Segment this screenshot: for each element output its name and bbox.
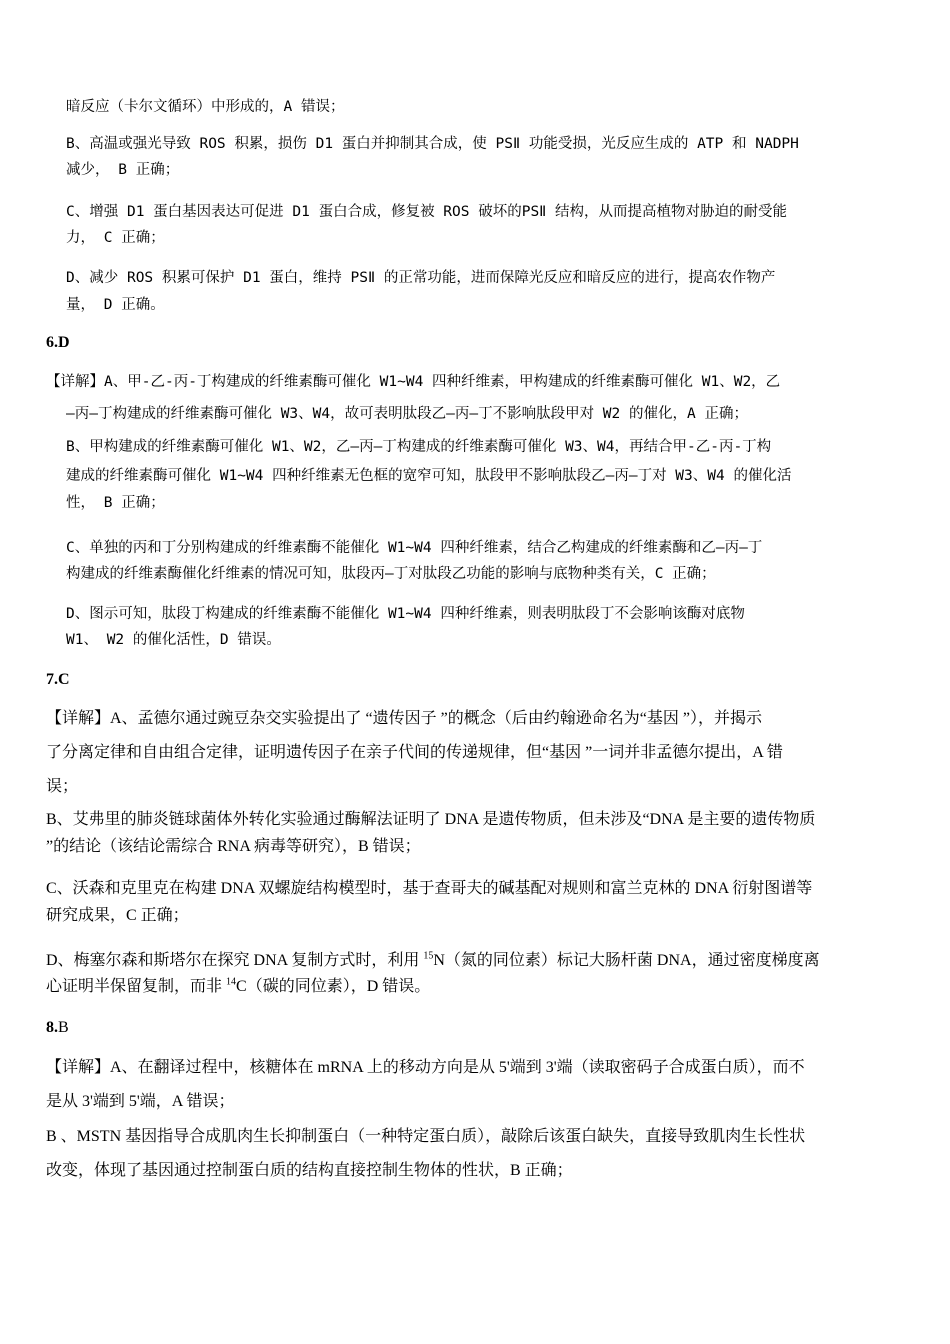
- q7-option-b-line2: ”的结论（该结论需综合 RNA 病毒等研究），B 错误；: [46, 838, 421, 855]
- q7-option-d-line2: [46, 972, 430, 1002]
- q7-d1-text-post: N（氮的同位素）标记大肠杆菌 DNA，通过密度梯度离: [433, 952, 820, 969]
- q6-option-b-line1: B、甲构建成的纤维素酶可催化 W1、W2，乙—丙—丁构建成的纤维素酶可催化 W3、W4，再结合甲-乙-丙-丁构: [66, 439, 772, 455]
- q8-number-label: 8.: [46, 1019, 58, 1036]
- q8-explain-a-line2: 是从 3'端到 5'端，A 错误；: [46, 1093, 235, 1110]
- q7-option-c-line1: C、沃森和克里克在构建 DNA 双螺旋结构模型时，基于查哥夫的碱基配对规则和富兰克林的 DNA 衍射图谱等: [46, 880, 813, 897]
- q5-line-a-end: 暗反应（卡尔文循环）中形成的，A 错误；: [66, 99, 345, 115]
- q6-explain-a-line2: —丙—丁构建成的纤维素酶可催化 W3、W4，故可表明肽段乙—丙—丁不影响肽段甲对 W2 的催化，A 正确；: [66, 406, 748, 422]
- q7-explain-a-line3: 误；: [46, 778, 79, 795]
- q7-number: 7.C: [46, 671, 70, 688]
- q8-answer-letter: B: [58, 1019, 69, 1036]
- q7-d2-text-pre: 心证明半保留复制，而非: [46, 978, 227, 995]
- q8-number: [46, 1016, 69, 1040]
- q5-option-c-line1: C、增强 D1 蛋白基因表达可促进 D1 蛋白合成，修复被 ROS 破坏的PSⅡ 结构，从而提高植物对胁迫的耐受能: [66, 204, 788, 220]
- q8-option-b-line2: 改变，体现了基因通过控制蛋白质的结构直接控制生物体的性状，B 正确；: [46, 1162, 573, 1179]
- q6-option-d-line2: W1、 W2 的催化活性，D 错误。: [66, 632, 281, 648]
- q7-d1-text-pre: D、梅塞尔森和斯塔尔在探究 DNA 复制方式时，利用: [46, 952, 424, 969]
- q7-explain-a-line2: 了分离定律和自由组合定律，证明遗传因子在亲子代间的传递规律，但“基因 ”一词并非孟德尔提出，A 错: [46, 744, 783, 761]
- q6-option-c-line2: 构建成的纤维素酶催化纤维素的情况可知，肽段丙—丁对肽段乙功能的影响与底物种类有关，C 正确；: [66, 566, 716, 582]
- q6-option-c-line1: C、单独的丙和丁分别构建成的纤维素酶不能催化 W1~W4 四种纤维素，结合乙构建成的纤维素酶和乙—丙—丁: [66, 540, 763, 556]
- q6-explain-a-line1: 【详解】A、甲-乙-丙-丁构建成的纤维素酶可催化 W1~W4 四种纤维素，甲构建成的纤维素酶可催化 W1、W2，乙: [46, 374, 781, 390]
- q5-option-d-line1: D、减少 ROS 积累可保护 D1 蛋白，维持 PSⅡ 的正常功能，进而保障光反应和暗反应的进行，提高农作物产: [66, 270, 776, 286]
- q5-option-b-line1: B、高温或强光导致 ROS 积累，损伤 D1 蛋白并抑制其合成，使 PSⅡ 功能受损，光反应生成的 ATP 和 NADPH: [66, 136, 799, 152]
- q5-option-c-line2: 力， C 正确；: [66, 230, 165, 246]
- q7-option-b-line1: B、艾弗里的肺炎链球菌体外转化实验通过酶解法证明了 DNA 是遗传物质，但未涉及“DNA 是主要的遗传物质: [46, 811, 816, 828]
- q6-option-b-line3: 性， B 正确；: [66, 495, 165, 511]
- q6-option-b-line2: 建成的纤维素酶可催化 W1~W4 四种纤维素无色框的宽窄可知，肽段甲不影响肽段乙—丙—丁对 W3、W4 的催化活: [66, 468, 792, 484]
- isotope-15-superscript: 15: [423, 950, 434, 962]
- q8-explain-a-line1: 【详解】A、在翻译过程中，核糖体在 mRNA 上的移动方向是从 5'端到 3'端（读取密码子合成蛋白质），而不: [46, 1059, 805, 1076]
- q7-option-c-line2: 研究成果，C 正确；: [46, 907, 189, 924]
- q6-number: 6.D: [46, 334, 70, 351]
- q7-explain-a-line1: 【详解】A、孟德尔通过豌豆杂交实验提出了 “遗传因子 ”的概念（后由约翰逊命名为“基因 ”），并揭示: [46, 710, 762, 727]
- q8-option-b-line1: B 、MSTN 基因指导合成肌肉生长抑制蛋白（一种特定蛋白质），敲除后该蛋白缺失，直接导致肌肉生长性状: [46, 1128, 806, 1145]
- q6-option-d-line1: D、图示可知，肽段丁构建成的纤维素酶不能催化 W1~W4 四种纤维素，则表明肽段丁不会影响该酶对底物: [66, 606, 745, 622]
- q5-option-b-line2: 减少， B 正确；: [66, 162, 180, 178]
- q7-d2-text-post: C（碳的同位素），D 错误。: [236, 978, 431, 995]
- isotope-14-superscript: 14: [226, 976, 237, 988]
- q5-option-d-line2: 量， D 正确。: [66, 297, 165, 313]
